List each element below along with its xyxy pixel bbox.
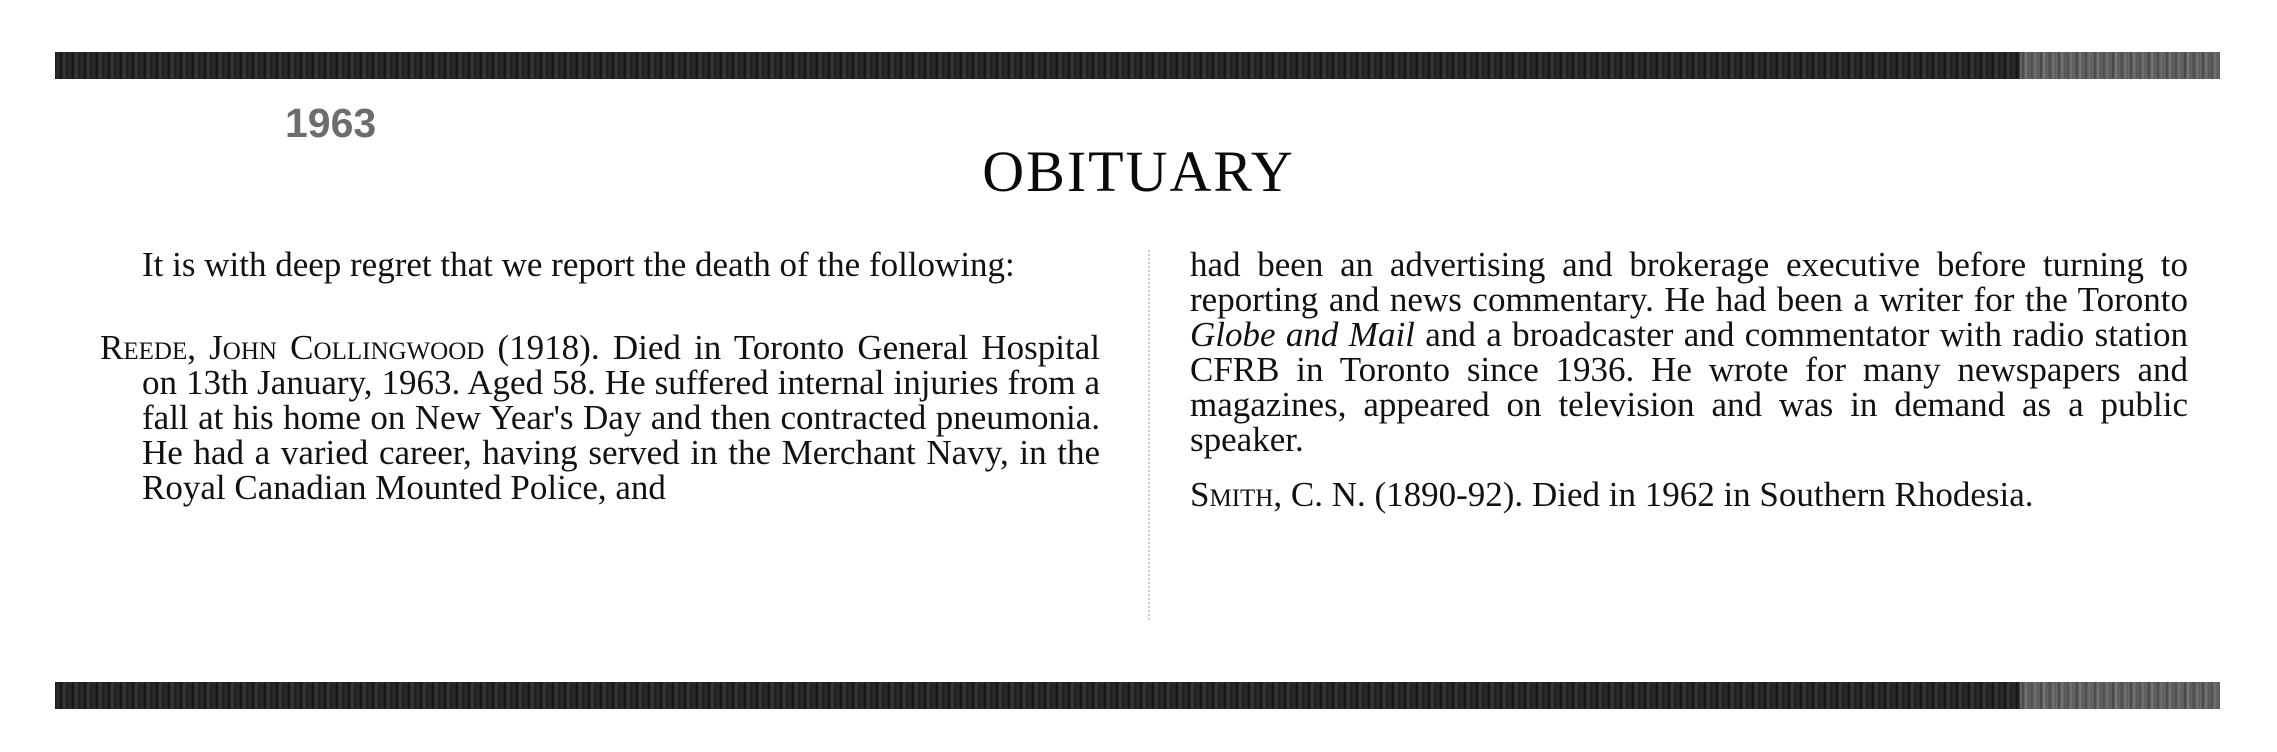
intro-paragraph: It is with deep regret that we report the death of the following: bbox=[142, 245, 1015, 284]
continuation-text-1: had been an advertising and brokerage executive before turning to reporting and news commentary. He had been a writer for the Toronto bbox=[1190, 245, 2188, 319]
entry-name: Reede, John Collingwood bbox=[100, 328, 485, 367]
newspaper-name: Globe and Mail bbox=[1190, 315, 1415, 354]
page-title: OBITUARY bbox=[982, 139, 1295, 204]
entry-text: Died in Toronto General Hospital on 13th January, 1963. Aged 58. He suffered internal injuries from a fall at his home on New Year's Day and then contracted pneumonia. He had a varied career, having served in the Merchant Navy, in the Royal Canadian Mounted Police, and bbox=[142, 328, 1100, 507]
bottom-rule-bar bbox=[55, 682, 2220, 709]
column-divider bbox=[1148, 250, 1150, 620]
obituary-entry-smith bbox=[1190, 477, 2188, 512]
reede-continuation bbox=[1190, 247, 2188, 457]
entry-name: Smith, C. N. bbox=[1190, 475, 1366, 514]
entry-years: (1918). bbox=[497, 328, 600, 367]
top-rule-bar bbox=[55, 52, 2220, 79]
obituary-entry-reede bbox=[100, 330, 1100, 505]
right-column bbox=[1190, 247, 2188, 512]
entry-years: (1890-92). bbox=[1374, 475, 1524, 514]
page-year: 1963 bbox=[285, 100, 377, 146]
continuation-text-2: and a broadcaster and commentator with radio station CFRB in Toronto since 1936. He wrote for many newspapers and magazines, appeared on television and was in demand as a public speaker. bbox=[1190, 315, 2188, 459]
entry-text: Died in 1962 in Southern Rhodesia. bbox=[1531, 475, 2034, 514]
left-column bbox=[100, 247, 1100, 505]
